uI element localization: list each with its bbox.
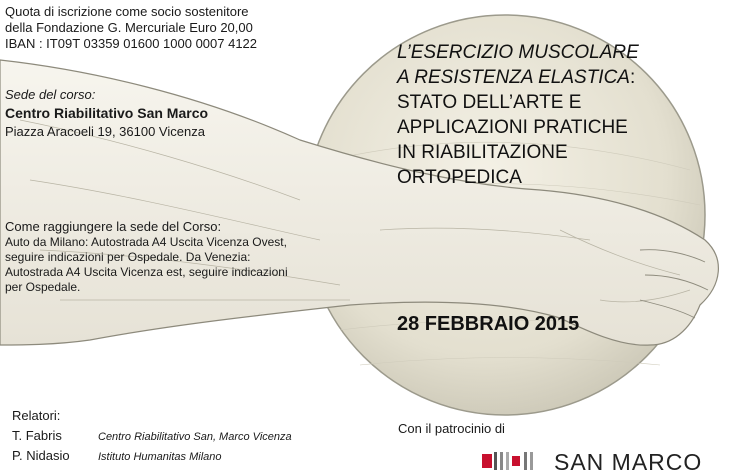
fee-line: della Fondazione G. Mercuriale Euro 20,00	[5, 20, 253, 35]
directions-info	[5, 219, 288, 295]
title-line: APPLICAZIONI PRATICHE	[397, 117, 628, 138]
venue-address: Piazza Aracoeli 19, 36100 Vicenza	[5, 124, 205, 139]
speaker-name: T. Fabris	[12, 428, 62, 443]
title-line-italic: L’ESERCIZIO MUSCOLARE	[397, 42, 639, 63]
speaker-affiliation: Istituto Humanitas Milano	[98, 451, 222, 463]
patronage-label: Con il patrocinio di	[398, 421, 505, 436]
title-colon: :	[629, 67, 636, 88]
venue-info	[5, 87, 208, 141]
directions-line: Auto da Milano: Autostrada A4 Uscita Vicenza Ovest,	[5, 235, 287, 249]
title-line: STATO DELL’ARTE E	[397, 92, 582, 113]
title-line-italic: A RESISTENZA ELASTICA	[397, 67, 630, 88]
directions-line: Autostrada A4 Uscita Vicenza est, seguire indicazioni	[5, 265, 288, 279]
speakers-list	[12, 406, 292, 466]
directions-line: seguire indicazioni per Ospedale. Da Venezia:	[5, 250, 251, 264]
directions-heading: Come raggiungere la sede del Corso:	[5, 219, 222, 234]
speaker-affiliation: Centro Riabilitativo San, Marco Vicenza	[98, 431, 292, 443]
logo-text: SAN MARCO	[554, 449, 703, 470]
speaker-row	[12, 446, 292, 466]
venue-label: Sede del corso:	[5, 87, 96, 102]
speaker-name: P. Nidasio	[12, 448, 70, 463]
title-line: IN RIABILITAZIONE	[397, 142, 568, 163]
san-marco-logo	[472, 446, 740, 470]
iban-line: IBAN : IT09T 03359 01600 1000 0007 4122	[5, 36, 258, 51]
logo-mark-icon	[482, 452, 544, 470]
speakers-heading: Relatori:	[12, 408, 61, 423]
course-title	[397, 40, 639, 190]
directions-line: per Ospedale.	[5, 280, 81, 294]
fee-line: Quota di iscrizione come socio sostenitore	[5, 4, 249, 19]
course-date: 28 FEBBRAIO 2015	[397, 313, 580, 335]
title-line: ORTOPEDICA	[397, 167, 522, 188]
speaker-row	[12, 426, 292, 446]
membership-fee-info	[5, 4, 257, 52]
venue-name: Centro Riabilitativo San Marco	[5, 105, 209, 121]
